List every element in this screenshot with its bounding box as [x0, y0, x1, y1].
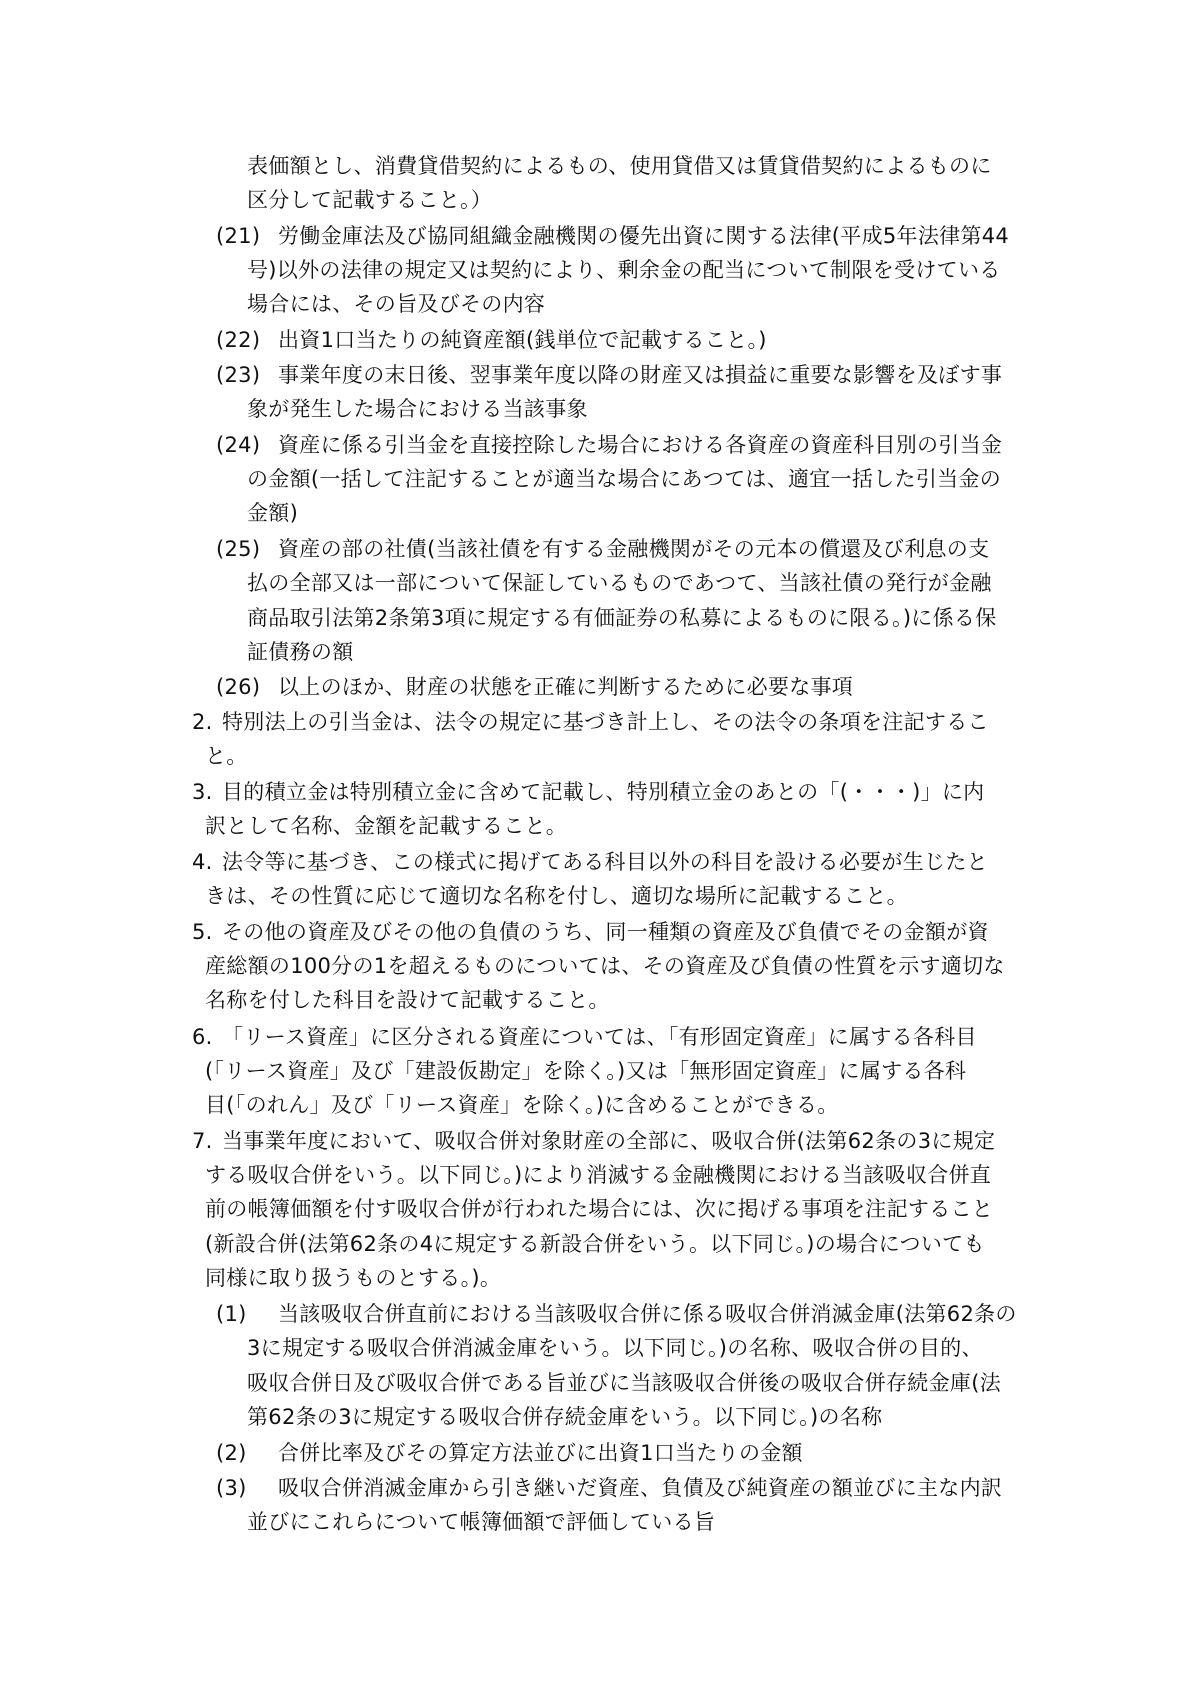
list-item	[216, 536, 989, 562]
item-label: (25)	[216, 537, 261, 561]
text-line: の金額(一括して注記することが適当な場合にあつては、適宜一括した引当金の	[247, 467, 1001, 491]
text-line: 特別法上の引当金は、法令の規定に基づき計上し、その法令の条項を注記するこ	[222, 710, 989, 734]
item-label: (1)	[216, 1302, 247, 1326]
item-label: 6.	[192, 1025, 213, 1049]
text-line: (「リース資産」及び「建設仮勘定」を除く。)又は「無形固定資産」に属する各科	[205, 1059, 967, 1083]
list-item	[216, 327, 767, 353]
text-line: 当事業年度において、吸収合併対象財産の全部に、吸収合併(法第62条の3に規定	[222, 1129, 996, 1153]
text-line: 象が発生した場合における当該事象	[247, 397, 588, 421]
list-item	[216, 362, 1002, 388]
text-line: 金額)	[247, 501, 299, 525]
item-label: (24)	[216, 433, 261, 457]
text-line: 前の帳簿価額を付す吸収合併が行われた場合には、次に掲げる事項を注記すること	[205, 1197, 994, 1221]
list-item	[216, 1440, 803, 1466]
text-line: 労働金庫法及び協同組織金融機関の優先出資に関する法律(平成5年法律第44	[278, 224, 1010, 248]
list-item	[192, 779, 984, 805]
item-label: (3)	[216, 1476, 247, 1500]
text-line: 目的積立金は特別積立金に含めて記載し、特別積立金のあとの「(・・・)」に内	[222, 780, 985, 804]
text-line: 証債務の額	[247, 640, 354, 664]
text-line: その他の資産及びその他の負債のうち、同一種類の資産及び負債でその金額が資	[222, 920, 989, 944]
text-line: 資産の部の社債(当該社債を有する金融機関がその元本の償還及び利息の支	[278, 537, 990, 561]
text-line: 訳として名称、金額を記載すること。	[205, 814, 568, 838]
list-item	[216, 1475, 1002, 1501]
text-line: 資産に係る引当金を直接控除した場合における各資産の資産科目別の引当金	[278, 433, 1003, 457]
item-label: (2)	[216, 1441, 247, 1465]
text-line: と。	[205, 744, 248, 768]
text-line: 払の全部又は一部について保証しているものであつて、当該社債の発行が金融	[247, 571, 992, 595]
list-item	[192, 709, 989, 735]
text-line: (新設合併(法第62条の4に規定する新設合併をいう。以下同じ。)の場合についても	[205, 1232, 985, 1256]
text-line: 「リース資産」に区分される資産については、「有形固定資産」に属する各科目	[222, 1025, 977, 1049]
text-line: 並びにこれらについて帳簿価額で評価している旨	[247, 1510, 716, 1534]
list-item	[192, 1024, 977, 1050]
text-line: 当該吸収合併直前における当該吸収合併に係る吸収合併消滅金庫(法第62条の	[278, 1302, 1017, 1326]
text-line: 法令等に基づき、この様式に掲げてある科目以外の科目を設ける必要が生じたと	[222, 850, 988, 874]
text-line: 第62条の3に規定する吸収合併存続金庫をいう。以下同じ。)の名称	[247, 1405, 883, 1429]
text-line: 以上のほか、財産の状態を正確に判断するために必要な事項	[278, 675, 854, 699]
text-line: 産総額の100分の1を超えるものについては、その資産及び負債の性質を示す適切な	[205, 954, 1005, 978]
item-label: 3.	[192, 780, 213, 804]
list-item	[192, 1128, 995, 1154]
text-line: 号)以外の法律の規定又は契約により、剰余金の配当について制限を受けている	[247, 258, 1001, 282]
item-label: (21)	[216, 224, 261, 248]
text-line: 吸収合併消滅金庫から引き継いだ資産、負債及び純資産の額並びに主な内訳	[278, 1476, 1003, 1500]
item-label: 7.	[192, 1129, 213, 1153]
text-line: 同様に取り扱うものとする。)。	[205, 1266, 502, 1290]
list-item	[216, 1301, 1017, 1327]
text-line: する吸収合併をいう。以下同じ。)により消滅する金融機関における当該吸収合併直	[205, 1163, 992, 1187]
text-line: 3に規定する吸収合併消滅金庫をいう。以下同じ。)の名称、吸収合併の目的、	[247, 1336, 983, 1360]
list-item	[192, 919, 989, 945]
text-line: 事業年度の末日後、翌事業年度以降の財産又は損益に重要な影響を及ぼす事	[278, 363, 1003, 387]
text-line: 表価額とし、消費貸借契約によるもの、使用貸借又は賃貸借契約によるものに	[247, 154, 992, 178]
text-line: 出資1口当たりの純資産額(銭単位で記載すること。)	[278, 328, 767, 352]
list-item	[216, 432, 1002, 458]
item-label: 2.	[192, 710, 213, 734]
text-line: 吸収合併日及び吸収合併である旨並びに当該吸収合併後の吸収合併存続金庫(法	[247, 1371, 1001, 1395]
text-line: 合併比率及びその算定方法並びに出資1口当たりの金額	[278, 1441, 803, 1465]
text-line: きは、その性質に応じて適切な名称を付し、適切な場所に記載すること。	[205, 884, 908, 908]
item-label: 4.	[192, 850, 213, 874]
text-line: 区分して記載すること。）	[247, 188, 493, 212]
text-line: 場合には、その旨及びその内容	[247, 292, 546, 316]
text-line: 商品取引法第2条第3項に規定する有価証券の私募によるものに限る。)に係る保	[247, 606, 997, 630]
text-line: 目(「のれん」及び「リース資産」を除く。)に含めることができる。	[205, 1093, 839, 1117]
list-item	[192, 849, 988, 875]
list-item	[216, 674, 853, 700]
item-label: (22)	[216, 328, 261, 352]
item-label: (26)	[216, 675, 261, 699]
text-line: 名称を付した科目を設けて記載すること。	[205, 988, 610, 1012]
item-label: (23)	[216, 363, 261, 387]
item-label: 5.	[192, 920, 213, 944]
list-item	[216, 223, 1009, 249]
